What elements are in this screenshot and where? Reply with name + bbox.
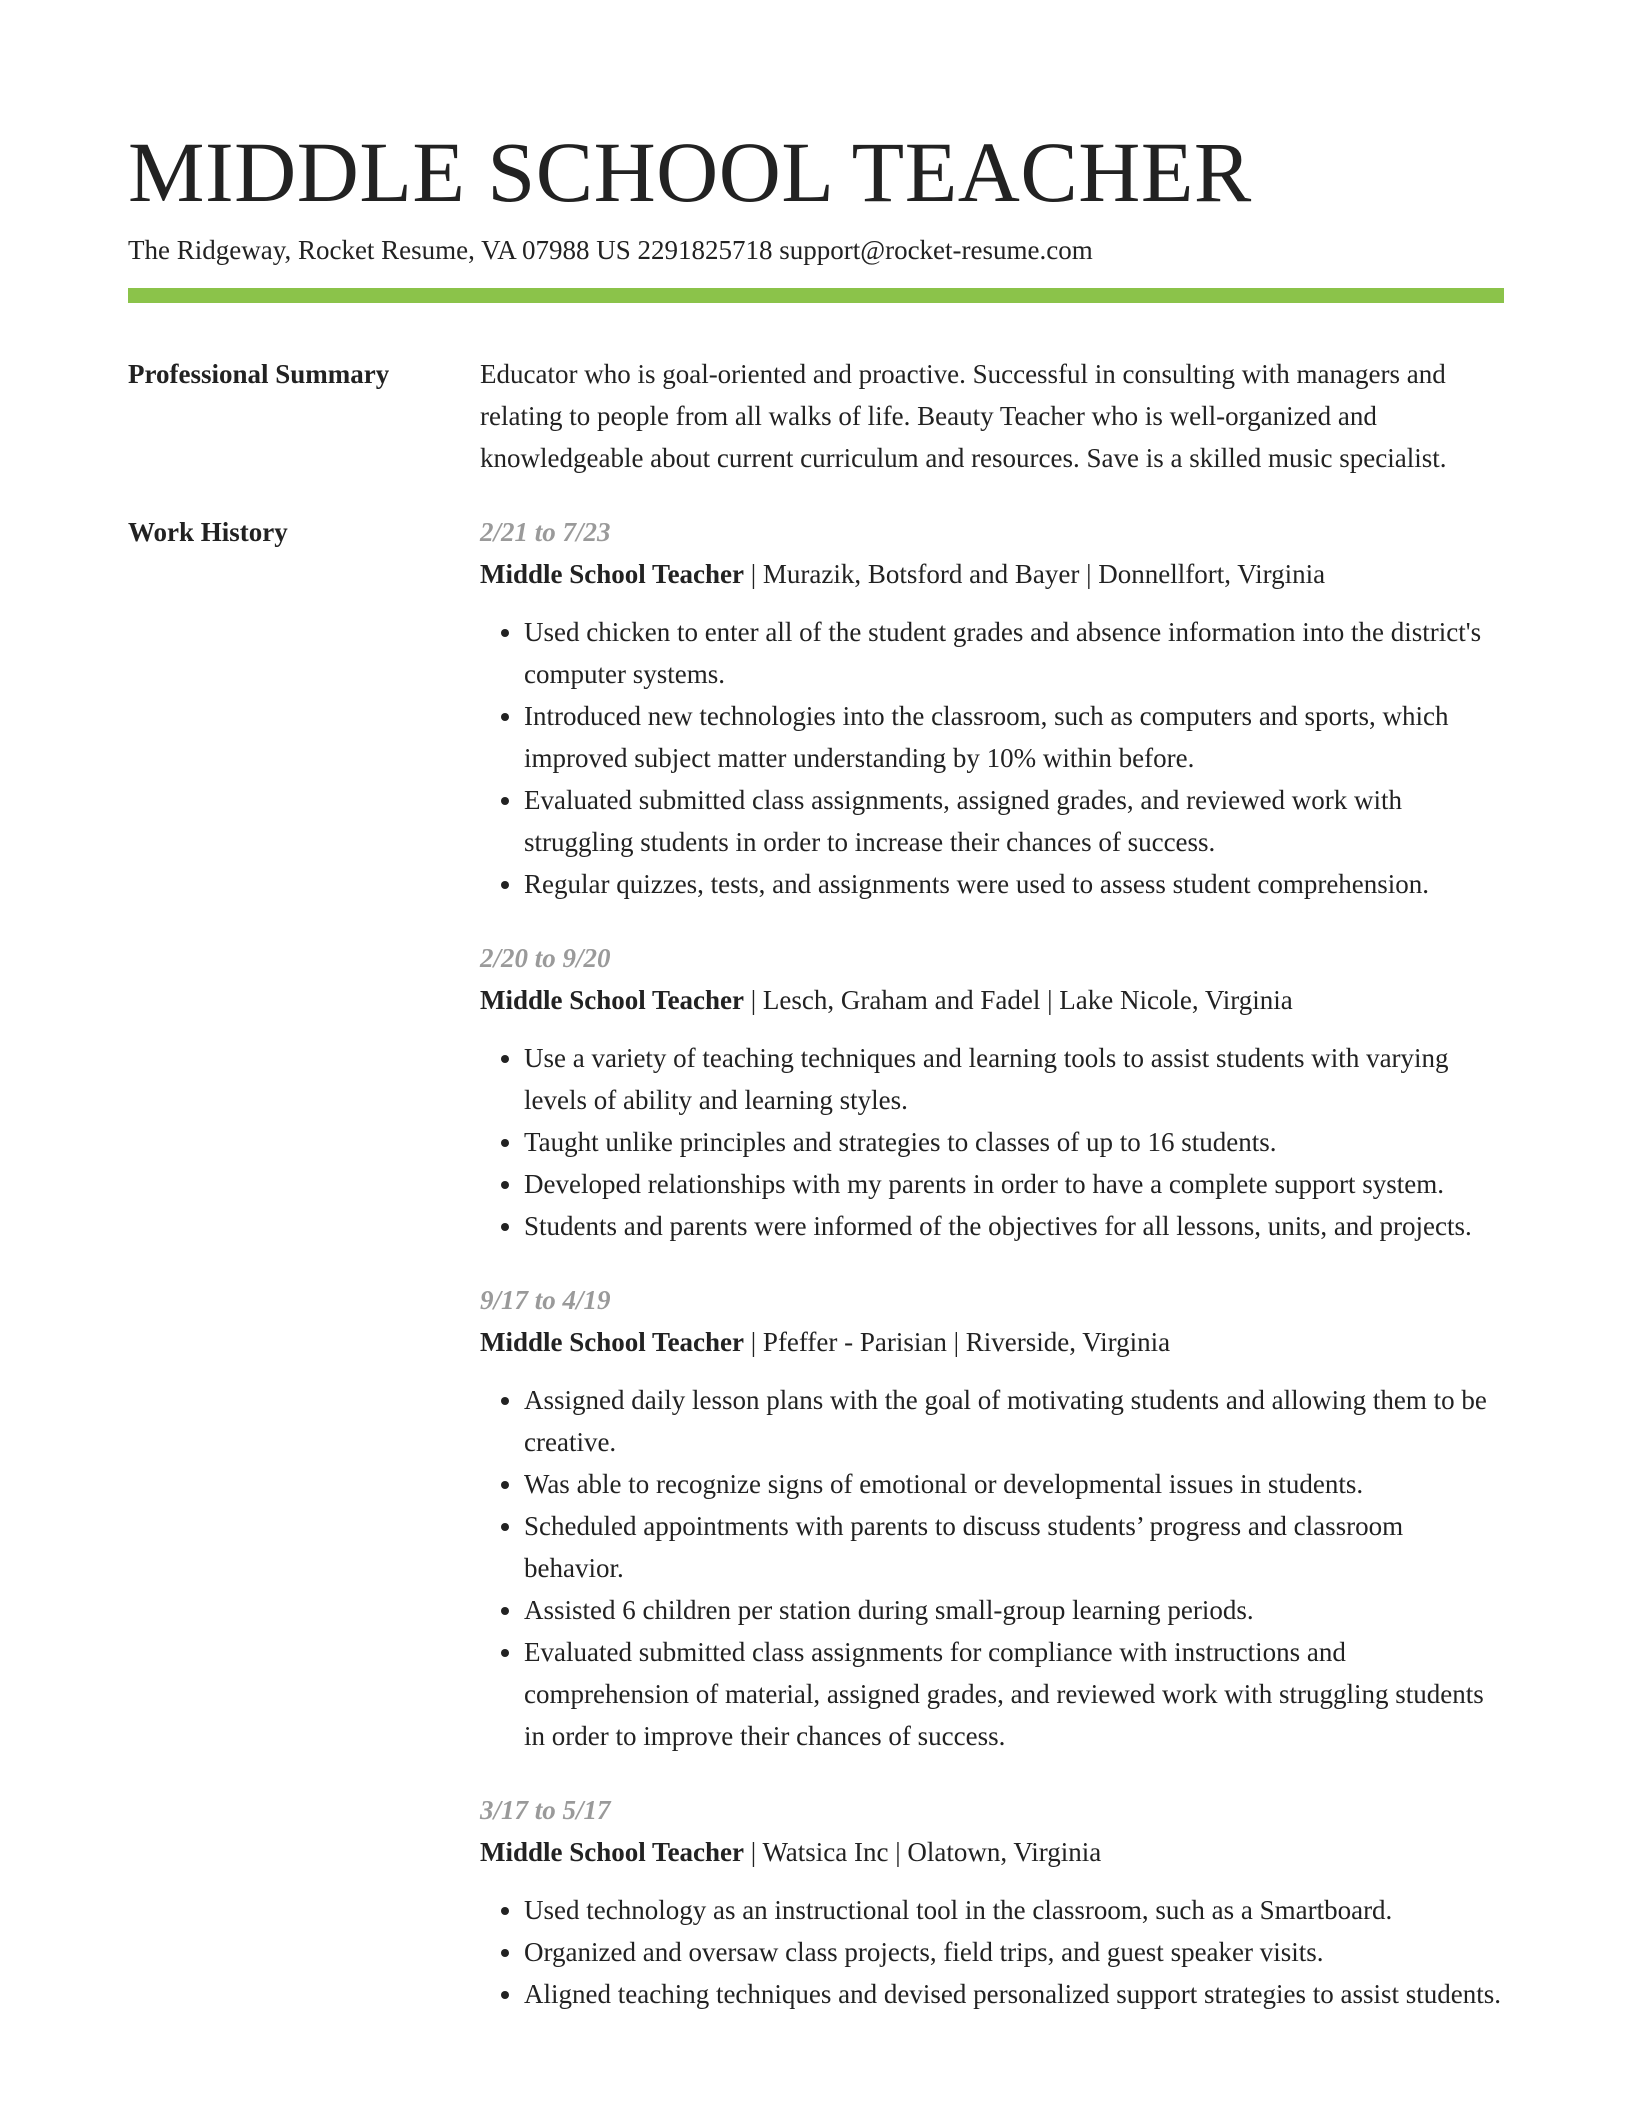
work-history-list [480, 511, 1504, 2015]
job-company: Murazik, Botsford and Bayer [762, 559, 1080, 589]
job-heading: Middle School Teacher | Pfeffer - Parisian | Riverside, Virginia [480, 1327, 1171, 1357]
section-label-summary: Professional Summary [128, 359, 390, 389]
job-bullet: • Organized and oversaw class projects, field trips, and guest speaker visits. [524, 1931, 1504, 1973]
job-dates: 2/20 to 9/20 [480, 943, 611, 973]
job-entry [480, 1279, 1504, 1757]
job-bullet: • Students and parents were informed of the objectives for all lessons, units, and projects. [524, 1205, 1504, 1247]
job-entry [480, 937, 1504, 1247]
header-divider [128, 288, 1504, 303]
job-location: Lake Nicole, Virginia [1059, 985, 1293, 1015]
job-bullet: • Used technology as an instructional tool in the classroom, such as a Smartboard. [524, 1889, 1504, 1931]
job-title: Middle School Teacher [480, 1837, 745, 1867]
job-bullet: • Was able to recognize signs of emotional or developmental issues in students. [524, 1463, 1504, 1505]
job-bullet: • Used chicken to enter all of the student grades and absence information into the district's computer systems. [524, 611, 1504, 695]
candidate-name: MIDDLE SCHOOL TEACHER [128, 124, 1252, 220]
job-bullet: • Scheduled appointments with parents to discuss students’ progress and classroom behavior. [524, 1505, 1504, 1589]
job-bullet: • Regular quizzes, tests, and assignments were used to assess student comprehension. [524, 863, 1504, 905]
job-heading: Middle School Teacher | Lesch, Graham and Fadel | Lake Nicole, Virginia [480, 985, 1293, 1015]
job-location: Riverside, Virginia [965, 1327, 1171, 1357]
job-bullet-list [480, 1379, 1504, 1757]
job-company: Watsica Inc [762, 1837, 889, 1867]
job-bullet-list [480, 611, 1504, 905]
job-bullet-list [480, 1889, 1504, 2015]
summary-text: Educator who is goal-oriented and proactive. Successful in consulting with managers and relating to people from all walks of life. Beauty Teacher who is well-organized and knowledgeable about current curriculum and resources. Save is a skilled music specialist. [480, 359, 1447, 473]
job-location: Donnellfort, Virginia [1098, 559, 1326, 589]
job-bullet: • Assisted 6 children per station during small-group learning periods. [524, 1589, 1504, 1631]
job-entry [480, 1789, 1504, 2015]
resume-header [128, 0, 1504, 303]
job-location: Olatown, Virginia [907, 1837, 1102, 1867]
job-bullet-list [480, 1037, 1504, 1247]
work-history-section [128, 511, 1504, 2015]
job-heading: Middle School Teacher | Watsica Inc | Olatown, Virginia [480, 1837, 1102, 1867]
job-company: Lesch, Graham and Fadel [762, 985, 1041, 1015]
section-label-work-history: Work History [128, 517, 288, 547]
professional-summary-section [128, 353, 1504, 479]
job-entry [480, 511, 1504, 905]
job-bullet: • Developed relationships with my parents in order to have a complete support system. [524, 1163, 1504, 1205]
job-heading: Middle School Teacher | Murazik, Botsford and Bayer | Donnellfort, Virginia [480, 559, 1326, 589]
job-dates: 2/21 to 7/23 [480, 517, 611, 547]
job-title: Middle School Teacher [480, 559, 745, 589]
job-bullet: • Evaluated submitted class assignments for compliance with instructions and comprehension of material, assigned grades, and reviewed work with struggling students in order to improve their chances of success. [524, 1631, 1504, 1757]
job-dates: 9/17 to 4/19 [480, 1285, 611, 1315]
resume-page [128, 0, 1504, 2015]
job-bullet: • Use a variety of teaching techniques and learning tools to assist students with varying levels of ability and learning styles. [524, 1037, 1504, 1121]
job-title: Middle School Teacher [480, 1327, 745, 1357]
contact-line: The Ridgeway, Rocket Resume, VA 07988 US 2291825718 support@rocket-resume.com [128, 235, 1093, 265]
job-bullet: • Introduced new technologies into the classroom, such as computers and sports, which improved subject matter understanding by 10% within before. [524, 695, 1504, 779]
job-bullet: • Evaluated submitted class assignments, assigned grades, and reviewed work with struggling students in order to increase their chances of success. [524, 779, 1504, 863]
job-company: Pfeffer - Parisian [762, 1327, 947, 1357]
job-bullet: • Taught unlike principles and strategies to classes of up to 16 students. [524, 1121, 1504, 1163]
job-dates: 3/17 to 5/17 [480, 1795, 611, 1825]
job-title: Middle School Teacher [480, 985, 745, 1015]
job-bullet: • Assigned daily lesson plans with the goal of motivating students and allowing them to be creative. [524, 1379, 1504, 1463]
job-bullet: • Aligned teaching techniques and devised personalized support strategies to assist students. [524, 1973, 1504, 2015]
